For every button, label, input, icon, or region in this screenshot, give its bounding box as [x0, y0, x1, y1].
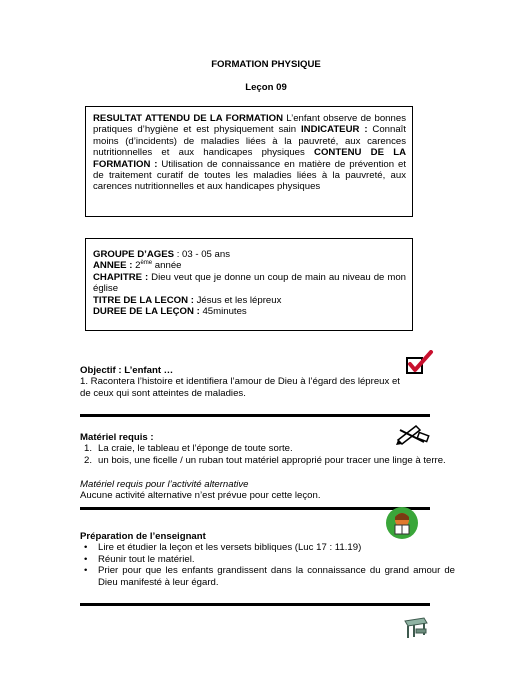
- preparation-list: [80, 542, 455, 588]
- materials-list: [80, 443, 460, 466]
- teacher-reading-icon: [385, 506, 419, 540]
- year-suffix: année: [152, 260, 182, 272]
- pencil-tools-icon: [394, 418, 430, 446]
- chapter-line: [93, 272, 406, 295]
- list-item: [80, 565, 455, 588]
- alternative-text: Aucune activité alternative n’est prévue pour cette leçon.: [80, 490, 321, 502]
- objective-heading: Objectif : L’enfant …: [80, 365, 174, 376]
- material-text: La craie, le tableau et l’éponge de toute sorte.: [98, 443, 293, 455]
- list-item: [80, 542, 455, 553]
- preparation-text: Lire et étudier la leçon et les versets bibliques (Luc 17 : 11.19): [98, 542, 362, 554]
- content-label: CONTENU DE LA FORMATION :: [93, 147, 406, 170]
- duration-line: [93, 306, 406, 317]
- lesson-title-line: [93, 295, 406, 306]
- age-group-value: : 03 - 05 ans: [174, 249, 231, 260]
- bullet-marker: •: [84, 553, 88, 565]
- chapter-label: CHAPITRE :: [93, 271, 149, 283]
- content-text: Utilisation de connaissance en matière de prévention et de traitement curatif de toutes les maladies liées à la pauvreté, aux carences nutritionnelles et aux handicapes physiques: [93, 158, 406, 193]
- duration-label: DUREE DE LA LEÇON :: [93, 306, 200, 318]
- lesson-title-value: Jésus et les lépreux: [193, 294, 282, 306]
- year-label: ANNEE :: [93, 260, 133, 272]
- bullet-marker: •: [84, 542, 88, 554]
- result-text: L’enfant observe de bonnes pratiques d’hygiène et est physiquement sain: [93, 113, 406, 136]
- desk-icon: [402, 615, 430, 641]
- training-outcome-box: [85, 106, 413, 217]
- preparation-heading: Préparation de l’enseignant: [80, 531, 206, 542]
- objective-section: [80, 365, 405, 399]
- list-item: [80, 455, 460, 466]
- document-title: FORMATION PHYSIQUE: [211, 59, 321, 70]
- checkbox-check-icon: [405, 350, 435, 376]
- section-divider: [80, 603, 430, 606]
- list-number: 2.: [84, 454, 93, 466]
- section-divider: [80, 507, 430, 510]
- indicator-label: INDICATEUR :: [300, 124, 368, 136]
- chapter-value: Dieu veut que je donne un coup de main au niveau de mon église: [93, 271, 406, 295]
- bullet-marker: •: [84, 565, 88, 577]
- material-text: un bois, une ficelle / un ruban tout matériel approprié pour tracer une linge à terre.: [98, 454, 446, 466]
- duration-value: 45minutes: [199, 306, 247, 318]
- result-label: RESULTAT ATTENDU DE LA FORMATION: [93, 113, 284, 124]
- year-superscript: ème: [140, 260, 153, 267]
- lesson-title-label: TITRE DE LA LECON :: [93, 294, 194, 306]
- age-group-label: GROUPE D’AGES: [93, 249, 175, 260]
- lesson-info-box: [85, 238, 413, 331]
- list-item: [80, 554, 455, 565]
- alternative-section: [80, 479, 460, 502]
- year-value: 2: [132, 260, 141, 272]
- preparation-text: Prier pour que les enfants grandissent dans la connaissance du grand amour de Dieu manifesté à leur égard.: [98, 565, 455, 588]
- materials-heading: Matériel requis :: [80, 432, 154, 443]
- indicator-text: Connaît moins (d’incidents) de maladies liées à la pauvreté, aux carences nutritionnelles et aux handicapes physiques: [93, 124, 406, 159]
- year-line: [93, 260, 406, 271]
- lesson-number: Leçon 09: [245, 82, 287, 93]
- alternative-heading: Matériel requis pour l’activité alternative: [80, 479, 249, 490]
- list-number: 1.: [84, 443, 93, 455]
- section-divider: [80, 414, 430, 417]
- preparation-text: Réunir tout le matériel.: [98, 553, 195, 565]
- objective-text: 1. Racontera l’histoire et identifiera l’amour de Dieu à l’égard des lépreux et de ceux qui sont atteintes de maladies.: [80, 376, 400, 399]
- age-group-line: [93, 249, 406, 260]
